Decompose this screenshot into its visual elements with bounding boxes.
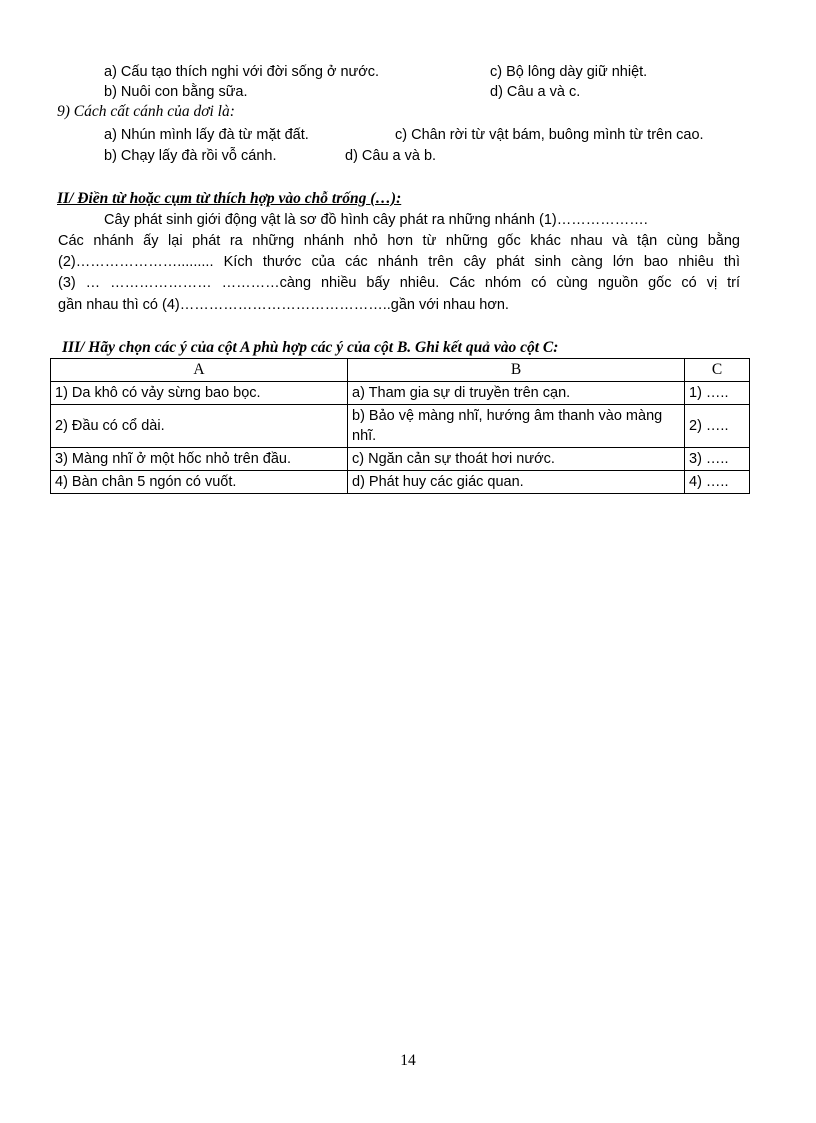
q8-option-b: b) Nuôi con bằng sữa. — [104, 84, 248, 100]
q9-question: 9) Cách cất cánh của dơi là: — [57, 103, 235, 120]
matching-table — [50, 358, 750, 494]
section2-line-4: (3) … ………………… …………càng nhiều bấy nhiêu. Các nhóm có cùng nguồn gốc có vị trí — [58, 275, 740, 291]
section2-line-2: Các nhánh ấy lại phát ra những nhánh nhỏ hơn từ những gốc khác nhau và tận cùng bằng — [58, 233, 740, 249]
q9-option-a: a) Nhún mình lấy đà từ mặt đất. — [104, 127, 309, 143]
cell-c-1: 1) ….. — [685, 382, 750, 405]
page-number: 14 — [400, 1052, 416, 1069]
cell-a-1: 1) Da khô có vảy sừng bao bọc. — [51, 382, 348, 405]
column-b-header: B — [348, 359, 685, 382]
cell-c-2: 2) ….. — [685, 405, 750, 448]
table-row — [51, 471, 750, 494]
q9-option-b: b) Chạy lấy đà rồi vỗ cánh. — [104, 148, 277, 164]
q9-option-d: d) Câu a và b. — [345, 148, 437, 164]
section2-line-3: (2)…………………......... Kích thước của các nhánh trên cây phát sinh càng lớn bao nhiêu thì — [58, 254, 740, 270]
q8-option-d: d) Câu a và c. — [490, 84, 581, 100]
section2-heading: II/ Điền từ hoặc cụm từ thích hợp vào chỗ trống (…): — [57, 190, 402, 207]
section2-line-1: Cây phát sinh giới động vật là sơ đồ hình cây phát ra những nhánh (1)………………. — [104, 212, 648, 228]
cell-a-2: 2) Đầu có cổ dài. — [51, 405, 348, 448]
table-row — [51, 405, 750, 448]
table-row — [51, 448, 750, 471]
q9-option-c: c) Chân rời từ vật bám, buông mình từ trên cao. — [395, 127, 704, 143]
cell-c-4: 4) ….. — [685, 471, 750, 494]
cell-b-1: a) Tham gia sự di truyền trên cạn. — [348, 382, 685, 405]
table-row — [51, 382, 750, 405]
cell-a-4: 4) Bàn chân 5 ngón có vuốt. — [51, 471, 348, 494]
column-c-header: C — [685, 359, 750, 382]
cell-b-2: b) Bảo vệ màng nhĩ, hướng âm thanh vào màng nhĩ. — [348, 405, 685, 448]
section3-heading: III/ Hãy chọn các ý của cột A phù hợp các ý của cột B. Ghi kết quả vào cột C: — [62, 339, 559, 356]
cell-c-3: 3) ….. — [685, 448, 750, 471]
cell-b-4: d) Phát huy các giác quan. — [348, 471, 685, 494]
column-a-header: A — [51, 359, 348, 382]
cell-a-3: 3) Màng nhĩ ở một hốc nhỏ trên đầu. — [51, 448, 348, 471]
cell-b-3: c) Ngăn cản sự thoát hơi nước. — [348, 448, 685, 471]
section2-line-5: gần nhau thì có (4)……………………………………..gần với nhau hơn. — [58, 297, 509, 313]
q8-option-a: a) Cấu tạo thích nghi với đời sống ở nước. — [104, 64, 380, 80]
q8-option-c: c) Bộ lông dày giữ nhiệt. — [490, 64, 648, 80]
table-header-row — [51, 359, 750, 382]
